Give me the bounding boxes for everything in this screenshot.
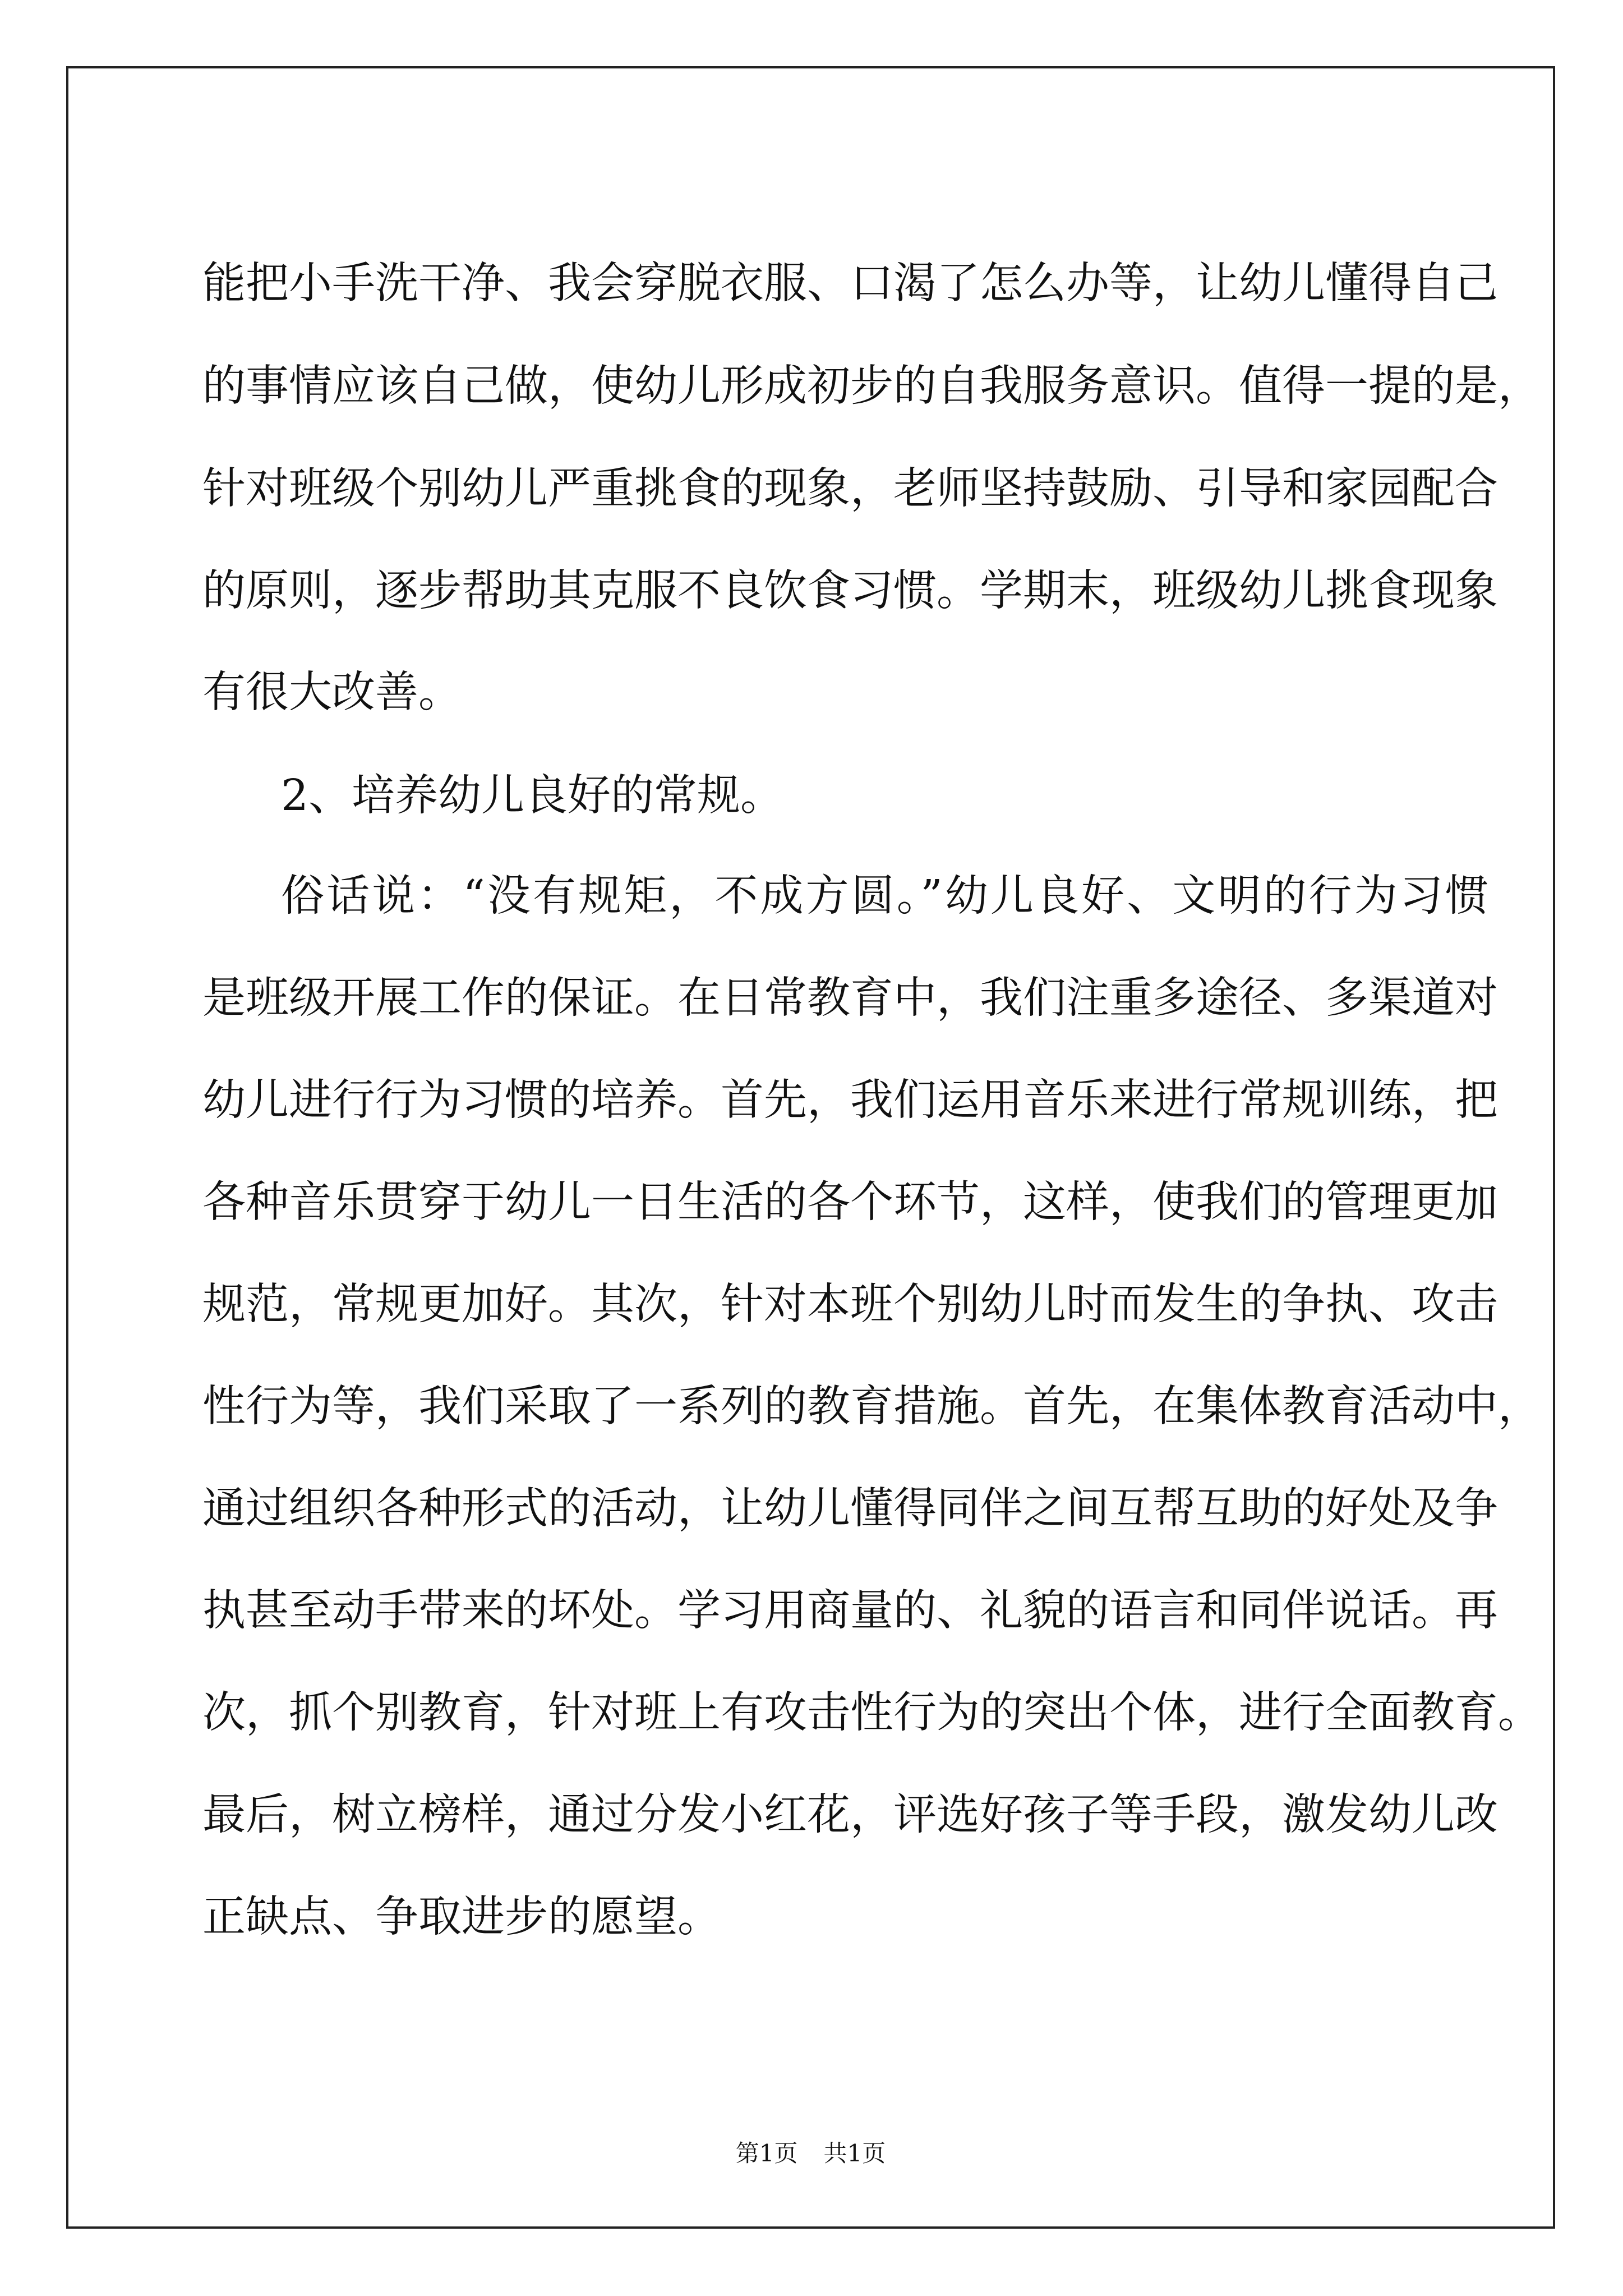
text-line: 通过组织各种形式的活动，让幼儿懂得同伴之间互帮互助的好处及争: [202, 1484, 1498, 1534]
text-line: 针对班级个别幼儿严重挑食的现象，老师坚持鼓励、引导和家园配合: [202, 464, 1498, 514]
text-line: 最后，树立榜样，通过分发小红花，评选好孩子等手段，激发幼儿改: [202, 1790, 1498, 1840]
text-line: 是班级开展工作的保证。在日常教育中，我们注重多途径、多渠道对: [202, 973, 1498, 1023]
text-line: 有很大改善。: [202, 668, 462, 717]
document-body: [68, 68, 1553, 2226]
page-number: 第1页: [735, 2139, 798, 2167]
text-line: 的原则，逐步帮助其克服不良饮食习惯。学期末，班级幼儿挑食现象: [202, 566, 1498, 616]
text-line: 的事情应该自己做，使幼儿形成初步的自我服务意识。值得一提的是，: [202, 361, 1541, 411]
text-line: 规范，常规更加好。其次，针对本班个别幼儿时而发生的争执、攻击: [202, 1280, 1498, 1329]
text-line: 性行为等，我们采取了一系列的教育措施。首先，在集体教育活动中，: [202, 1382, 1541, 1432]
text-line: 幼儿进行行为习惯的培养。首先，我们运用音乐来进行常规训练，把: [202, 1075, 1498, 1125]
text-line: 执甚至动手带来的坏处。学习用商量的、礼貌的语言和同伴说话。再: [202, 1586, 1498, 1636]
page-footer: [68, 2141, 1553, 2166]
text-line: 次，抓个别教育，针对班上有攻击性行为的突出个体，进行全面教育。: [202, 1688, 1541, 1738]
section-heading: 2、培养幼儿良好的常规。: [281, 771, 783, 821]
text-line: 俗话说：“没有规矩，不成方圆。”幼儿良好、文明的行为习惯: [281, 871, 1488, 921]
page-frame: [66, 66, 1555, 2229]
text-line: 各种音乐贯穿于幼儿一日生活的各个环节，这样，使我们的管理更加: [202, 1177, 1498, 1227]
page-total: 共1页: [823, 2139, 886, 2167]
text-line: 能把小手洗干净、我会穿脱衣服、口渴了怎么办等，让幼儿懂得自己: [202, 259, 1498, 309]
text-line: 正缺点、争取进步的愿望。: [202, 1892, 721, 1942]
